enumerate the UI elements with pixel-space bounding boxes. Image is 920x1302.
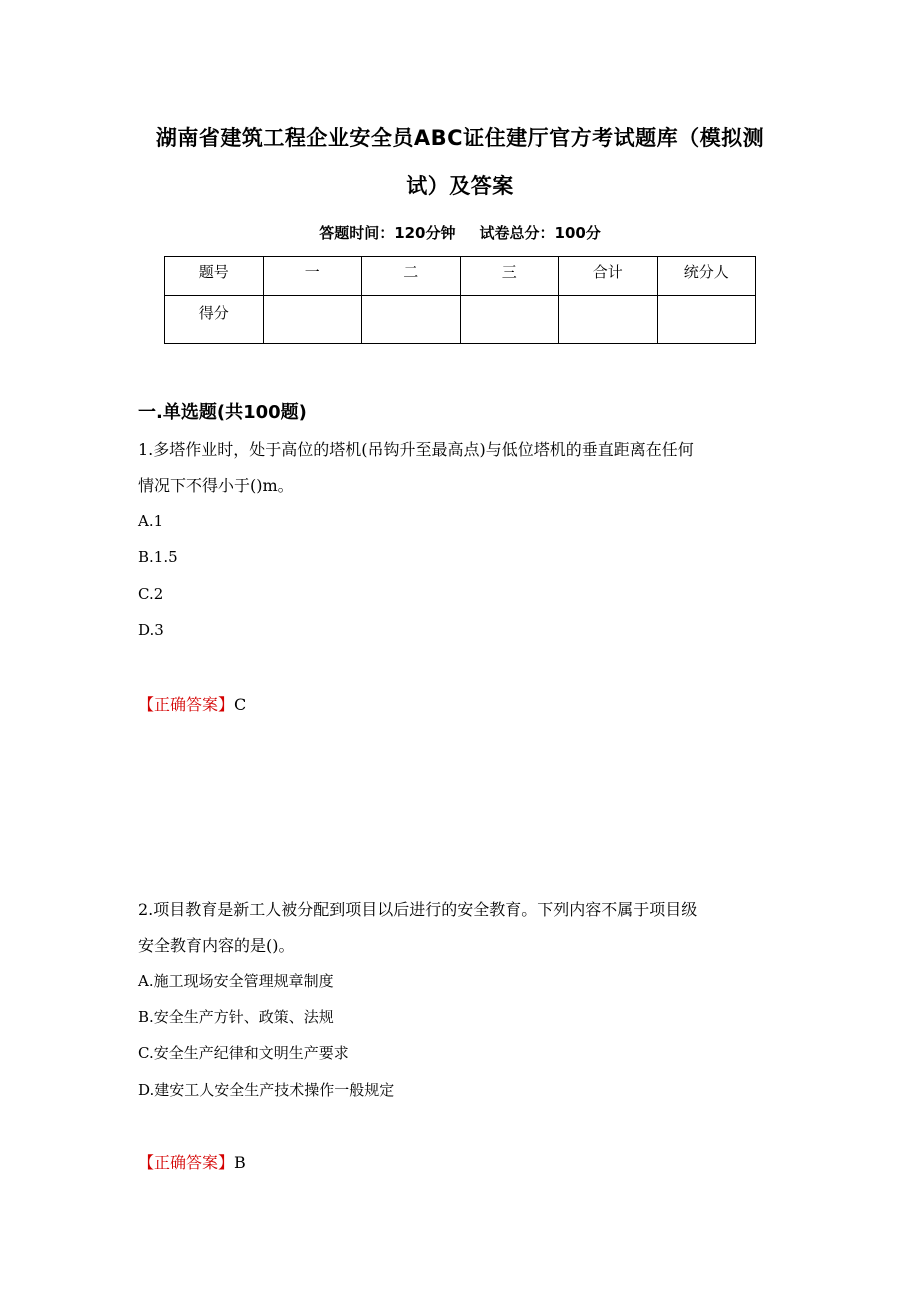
score-table <box>164 256 756 344</box>
score-table-header: 题号 <box>165 257 264 296</box>
question-stem-line: 情况下不得小于()m。 <box>138 476 294 495</box>
question-2-option-d: D.建安工人安全生产技术操作一般规定 <box>138 1081 395 1099</box>
question-2-option-c: C.安全生产纪律和文明生产要求 <box>138 1044 349 1062</box>
answer-label: 【正确答案】 <box>138 695 235 714</box>
exam-time: 答题时间：120分钟 <box>319 224 456 242</box>
question-stem-line: 1.多塔作业时，处于高位的塔机(吊钩升至最高点)与低位塔机的垂直距离在任何 <box>138 440 694 459</box>
exam-meta <box>120 222 800 243</box>
question-1-option-b: B.1.5 <box>138 548 178 566</box>
score-cell <box>657 296 756 344</box>
question-stem-line: 安全教育内容的是()。 <box>138 936 295 955</box>
doc-title-line1: 湖南省建筑工程企业安全员ABC证住建厅官方考试题库（模拟测 <box>155 126 765 150</box>
score-cell <box>263 296 362 344</box>
doc-title-line2: 试）及答案 <box>406 174 514 198</box>
score-cell <box>362 296 461 344</box>
score-table-header: 一 <box>263 257 362 296</box>
score-table-header: 二 <box>362 257 461 296</box>
question-1-answer <box>138 692 246 715</box>
answer-value: C <box>234 695 247 714</box>
score-cell <box>559 296 658 344</box>
score-table-header-row <box>165 257 756 296</box>
question-1-option-c: C.2 <box>138 585 164 603</box>
question-stem-line: 2.项目教育是新工人被分配到项目以后进行的安全教育。下列内容不属于项目级 <box>138 900 698 919</box>
question-2-option-b: B.安全生产方针、政策、法规 <box>138 1008 334 1026</box>
score-table-header: 合计 <box>559 257 658 296</box>
answer-label: 【正确答案】 <box>138 1153 235 1172</box>
question-2-stem <box>138 892 788 964</box>
answer-value: B <box>234 1153 246 1172</box>
score-cell <box>460 296 559 344</box>
score-row-label: 得分 <box>165 296 264 344</box>
question-1-option-a: A.1 <box>138 512 164 530</box>
score-table-score-row <box>165 296 756 344</box>
question-2-option-a: A.施工现场安全管理规章制度 <box>138 972 334 990</box>
score-table-header: 统分人 <box>657 257 756 296</box>
score-table-header: 三 <box>460 257 559 296</box>
question-1-stem <box>138 432 788 504</box>
section-title: 一.单选题(共100题) <box>138 402 307 423</box>
exam-total-score: 试卷总分：100分 <box>479 224 601 242</box>
question-2-answer <box>138 1150 246 1173</box>
question-1-option-d: D.3 <box>138 621 164 639</box>
